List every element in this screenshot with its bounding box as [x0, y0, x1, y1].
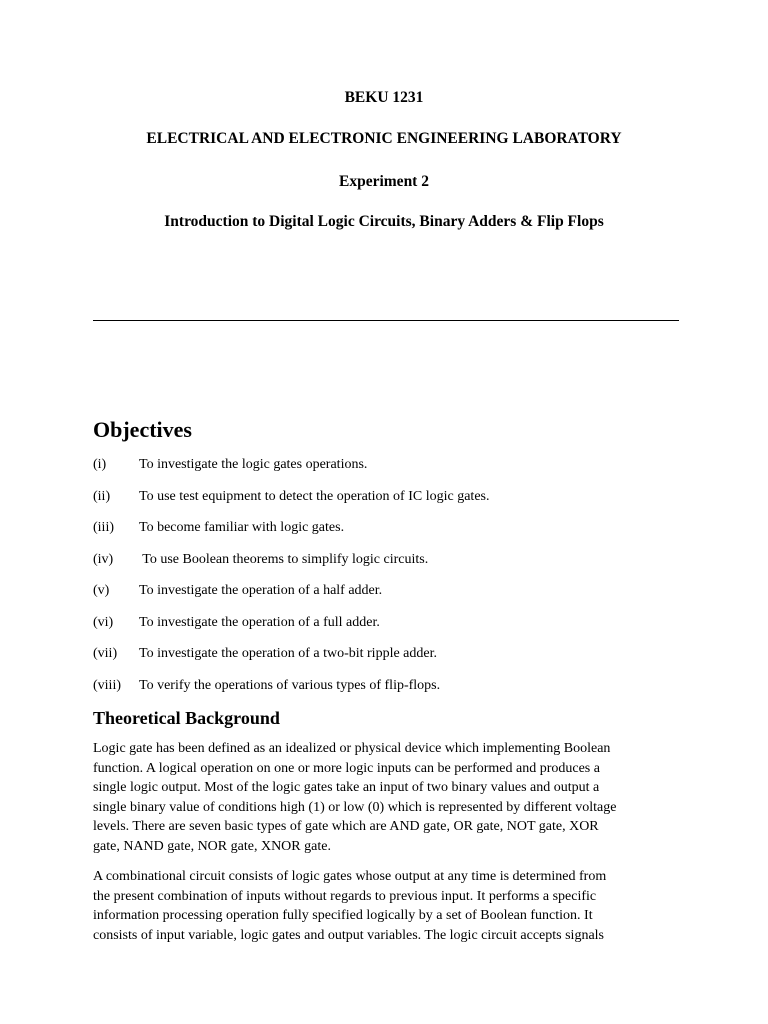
paragraph-line: consists of input variable, logic gates and output variables. The logic circuit accepts signals — [93, 927, 604, 943]
objective-item — [93, 582, 693, 614]
course-code: BEKU 1231 — [344, 89, 424, 106]
paragraph-line: function. A logical operation on one or more logic inputs can be performed and produces a — [93, 760, 600, 776]
paragraph-line: single logic output. Most of the logic gates take an input of two binary values and output a — [93, 780, 600, 795]
horizontal-rule — [93, 320, 679, 321]
objective-number: (i) — [93, 457, 107, 472]
objective-text: To investigate the operation of a full adder. — [139, 614, 380, 630]
theory-paragraph-1 — [93, 739, 683, 856]
objectives-list — [93, 456, 693, 708]
objective-text: To verify the operations of various types of flip-flops. — [139, 677, 441, 693]
objective-number: (ii) — [93, 488, 111, 504]
objective-item — [93, 519, 693, 551]
objectives-heading: Objectives — [93, 417, 192, 442]
paragraph-line: gate, NAND gate, NOR gate, XNOR gate. — [93, 838, 331, 854]
paragraph-line: Logic gate has been defined as an idealized or physical device which implementing Boolean — [93, 741, 611, 756]
objective-text: To investigate the logic gates operations. — [139, 457, 368, 472]
objective-item — [93, 456, 693, 488]
paragraph-line: single binary value of conditions high (1) or low (0) which is represented by different voltage — [93, 799, 617, 815]
objective-item — [93, 677, 693, 709]
objective-number: (vi) — [93, 614, 114, 630]
paragraph-line: the present combination of inputs without regards to previous input. It performs a specific — [93, 888, 597, 904]
objective-text: To investigate the operation of a half adder. — [139, 583, 383, 598]
objective-text: To use Boolean theorems to simplify logic circuits. — [139, 551, 429, 567]
objective-item — [93, 551, 693, 583]
experiment-number: Experiment 2 — [339, 173, 429, 190]
course-title: ELECTRICAL AND ELECTRONIC ENGINEERING LABORATORY — [146, 130, 622, 147]
objective-text: To use test equipment to detect the operation of IC logic gates. — [139, 488, 490, 504]
theory-paragraph-2 — [93, 867, 683, 945]
paragraph-line: information processing operation fully specified logically by a set of Boolean function. It — [93, 908, 593, 923]
experiment-title: Introduction to Digital Logic Circuits, Binary Adders & Flip Flops — [164, 213, 604, 230]
paragraph-line: A combinational circuit consists of logic gates whose output at any time is determined from — [93, 869, 607, 884]
objective-text: To become familiar with logic gates. — [139, 520, 345, 535]
paragraph-line: levels. There are seven basic types of gate which are AND gate, OR gate, NOT gate, XOR — [93, 819, 599, 834]
theoretical-background-heading: Theoretical Background — [93, 708, 280, 728]
objective-number: (iii) — [93, 520, 114, 535]
objective-item — [93, 614, 693, 646]
objective-item — [93, 645, 693, 677]
objective-number: (v) — [93, 583, 110, 598]
objective-text: To investigate the operation of a two-bit ripple adder. — [139, 646, 437, 661]
objective-number: (vii) — [93, 646, 118, 661]
objective-number: (viii) — [93, 677, 121, 693]
objective-number: (iv) — [93, 551, 114, 567]
objective-item — [93, 488, 693, 520]
